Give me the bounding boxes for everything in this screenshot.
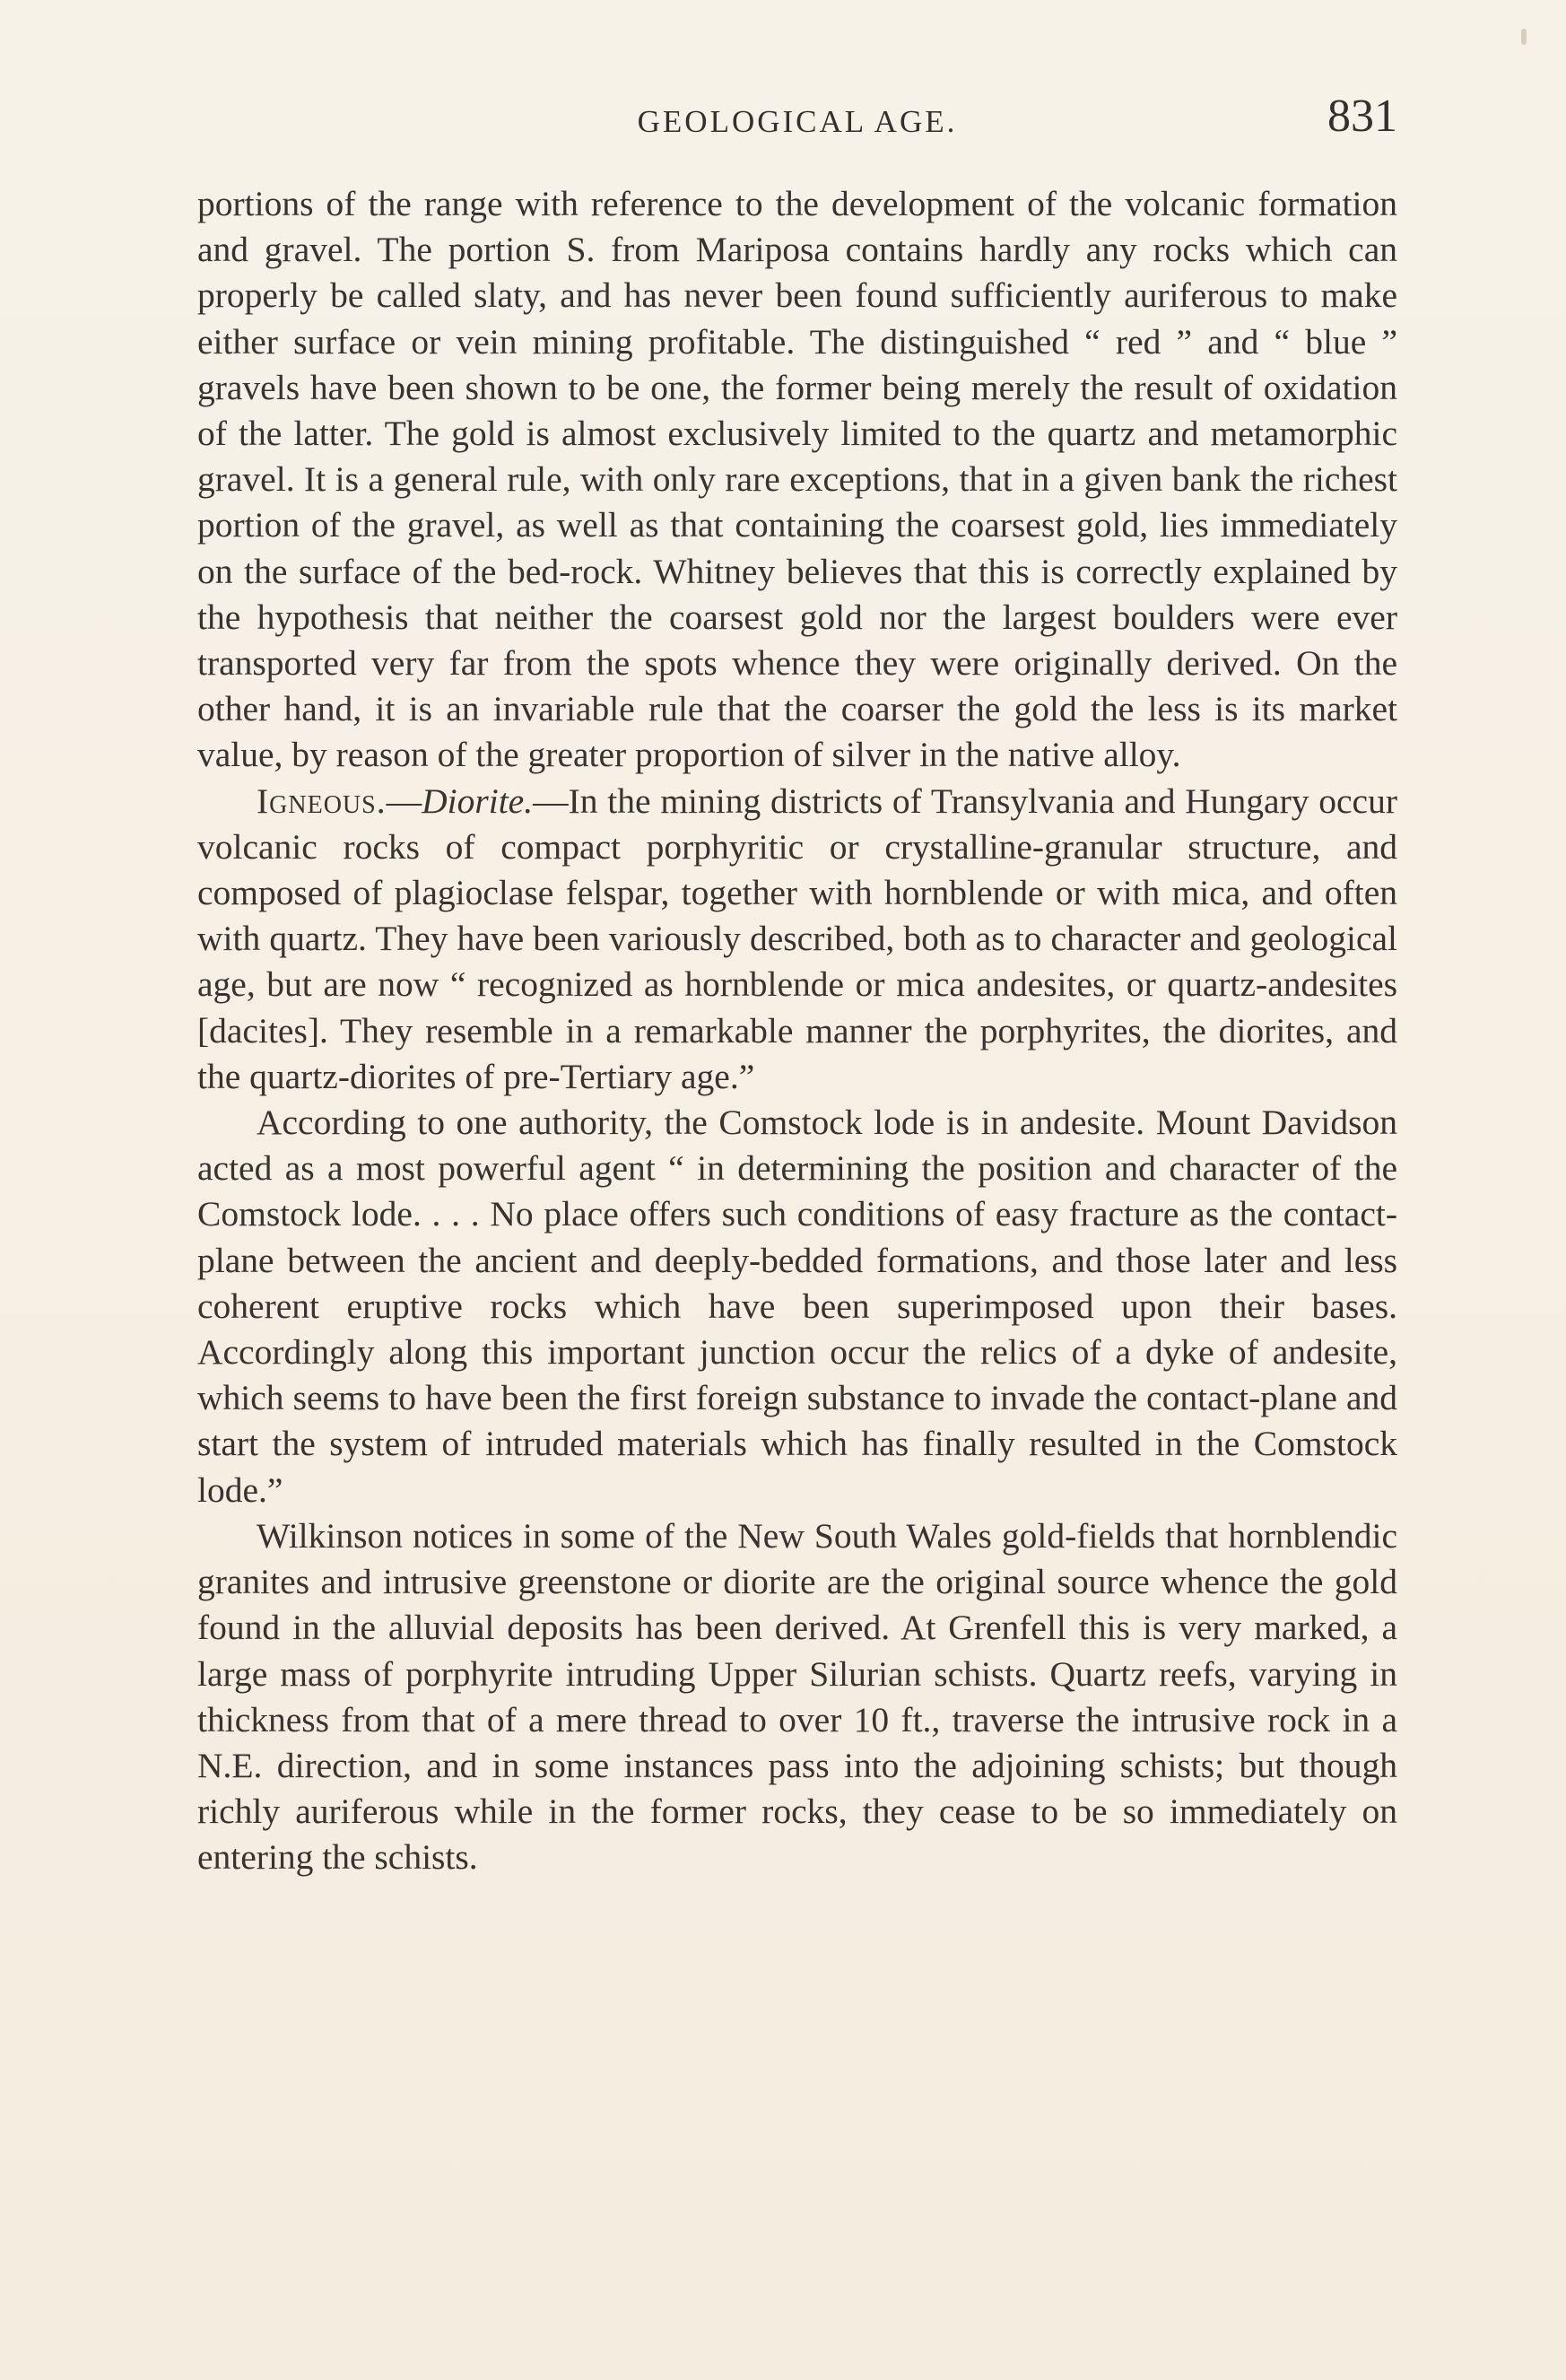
- paragraph-comstock: According to one authority, the Comstock lode is in andesite. Mount Davidson acted as a most powerful agent “ in determining the position and character of the Comstock lode. . . . No place offers such conditions of easy fracture as the contact-plane between the ancient and deeply-bedded formations, and those later and less coherent eruptive rocks which have been superimposed upon their bases. Accordingly along this important junction occur the relics of a dyke of andesite, which seems to have been the first foreign substance to invade the contact-plane and start the system of intruded materials which has finally resulted in the Comstock lode.”: [197, 1103, 1397, 1510]
- running-head: [197, 90, 1397, 153]
- running-head-title: GEOLOGICAL AGE.: [637, 104, 958, 139]
- section-heading-igneous: Igneous.: [257, 780, 387, 821]
- paragraph-igneous-diorite: [197, 779, 1397, 1100]
- paragraph-gravel: portions of the range with reference to the development of the volcanic formation and gravel. The portion S. from Mariposa contains hardly any rocks which can properly be called slaty, and has never been found sufficiently auriferous to make either surface or vein mining profitable. The distinguished “ red ” and “ blue ” gravels have been shown to be one, the former being merely the result of oxidation of the latter. The gold is almost exclusively limited to the quartz and metamorphic gravel. It is a general rule, with only rare exceptions, that in a given bank the richest portion of the gravel, as well as that containing the coarsest gold, lies immediately on the surface of the bed-rock. Whitney believes that this is correctly explained by the hypothesis that neither the coarsest gold nor the largest boulders were ever transported very far from the spots whence they were originally derived. On the other hand, it is an invariable rule that the coarser the gold the less is its market value, by reason of the greater proportion of silver in the native alloy.: [197, 184, 1397, 775]
- page-edge-mark: [1521, 29, 1527, 45]
- paragraph-igneous-text: —In the mining districts of Transylvania and Hungary occur volcanic rocks of compact porphyritic or crystalline-granular structure, and composed of plagioclase felspar, together with hornblende or with mica, and often with quartz. They have been variously described, both as to character and geological age, but are now “ recognized as hornblende or mica andesites, or quartz-andesites [dacites]. They resemble in a remarkable manner the porphyrites, the diorites, and the quartz-diorites of pre-Tertiary age.”: [197, 780, 1397, 1096]
- section-dash: —: [386, 780, 422, 821]
- page-number: 831: [1327, 91, 1397, 142]
- subheading-diorite: Diorite.: [422, 780, 534, 821]
- body-text: [197, 181, 1397, 1881]
- paragraph-wilkinson: Wilkinson notices in some of the New South Wales gold-fields that hornblendic granites and intrusive greenstone or diorite are the original source whence the gold found in the alluvial deposits has been derived. At Grenfell this is very marked, a large mass of porphyrite intruding Upper Silurian schists. Quartz reefs, varying in thickness from that of a mere thread to over 10 ft., traverse the intrusive rock in a N.E. direction, and in some instances pass into the adjoining schists; but though richly auriferous while in the former rocks, they cease to be so immediately on entering the schists.: [197, 1515, 1397, 1878]
